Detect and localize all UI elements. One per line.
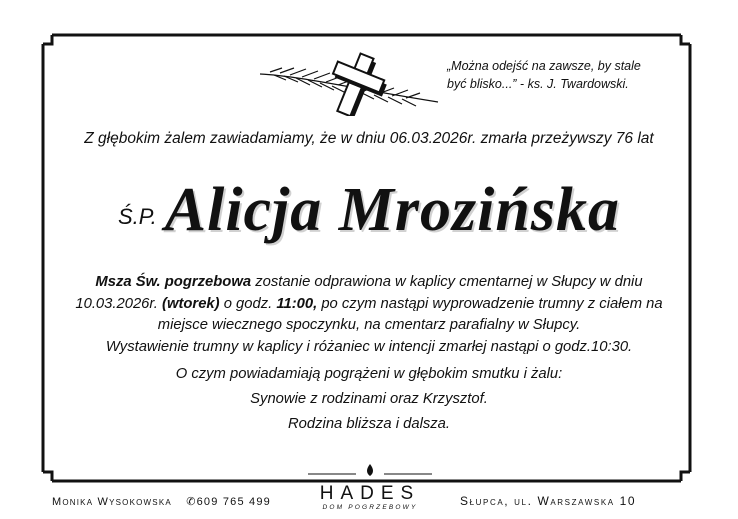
details-text-3: po czym nastąpi wyprowadzenie trumny z ciałem na miejsce wiecznego spoczynku, na cmentarz parafialny w Słupcy. — [157, 295, 663, 333]
footer-address: Słupca, ul. Warszawska 10 — [460, 494, 637, 508]
flame-icon — [367, 464, 373, 476]
brand-subtitle: DOM POGRZEBOWY — [322, 504, 418, 511]
contact-name: Monika Wysokowska — [52, 496, 172, 508]
details-text-2: o godz. — [219, 295, 277, 312]
brand-name: HADES — [319, 483, 421, 504]
quote-line-2: być blisko...” - ks. J. Twardowski. — [447, 77, 629, 91]
footer-contact — [52, 495, 271, 508]
deceased-name: Alicja Mrozińska — [164, 176, 621, 244]
phone-icon: ✆ — [186, 496, 197, 508]
cross-with-palm-icon — [260, 42, 440, 121]
mass-time: 11:00, — [276, 295, 318, 312]
details-line-4: Wystawienie trumny w kaplicy i różaniec w intencji zmarłej nastąpi o godz.10:30. — [105, 338, 633, 355]
closing-line-1: O czym powiadamiają pogrążeni w głębokim smutku i żalu: — [175, 366, 563, 382]
funeral-details — [58, 272, 680, 358]
mass-label: Msza Św. pogrzebowa — [95, 274, 252, 290]
contact-phone: 609 765 499 — [196, 496, 271, 508]
intro-prefix: Z głębokim żalem zawiadamiamy, że w dniu — [84, 130, 390, 147]
announcement-intro — [0, 130, 738, 148]
weekday: (wtorek) — [162, 295, 220, 312]
hades-logo — [308, 462, 432, 514]
death-date: 06.03.2026r. — [389, 130, 477, 147]
sp-prefix: Ś.P. — [117, 204, 157, 229]
quote-line-1: „Można odejść na zawsze, by stale — [447, 59, 641, 73]
deceased-name-row — [0, 175, 738, 246]
quote — [447, 57, 677, 93]
closing-line-2: Synowie z rodzinami oraz Krzysztof. — [250, 391, 488, 407]
details-text-1: zostanie odprawiona w kaplicy cmentarnej w Słupcy w dniu 10.03.2026r. — [75, 274, 643, 312]
intro-suffix: zmarła przeżywszy 76 lat — [476, 130, 654, 147]
closing-line-3: Rodzina bliższa i dalsza. — [287, 416, 451, 432]
